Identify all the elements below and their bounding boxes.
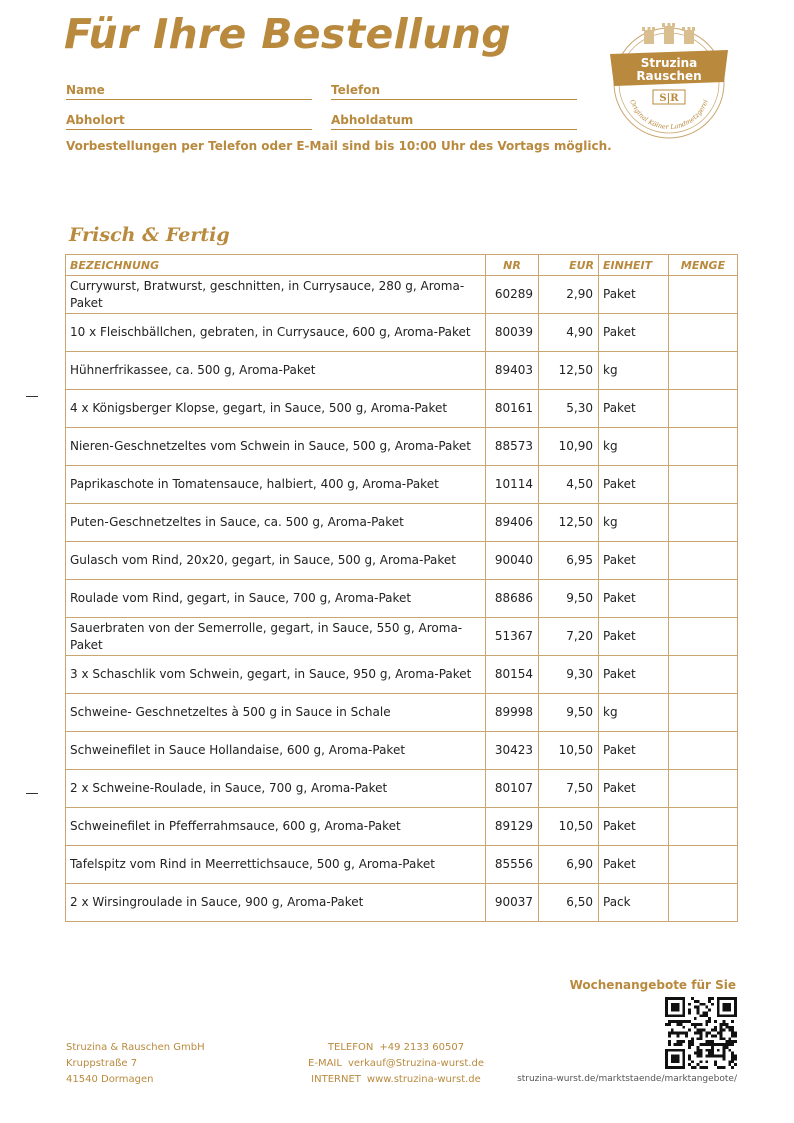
footer-city: 41540 Dormagen <box>66 1074 154 1085</box>
table-row <box>66 466 738 504</box>
table-row <box>66 732 738 770</box>
product-unit: kg <box>599 352 669 390</box>
quantity-cell[interactable] <box>669 314 738 352</box>
logo-monogram: S|R <box>659 93 679 104</box>
product-price: 10,50 <box>539 808 599 846</box>
product-name: Paprikaschote in Tomatensauce, halbiert, 400 g, Aroma-Paket <box>66 466 486 504</box>
product-number: 89406 <box>486 504 539 542</box>
product-number: 80161 <box>486 390 539 428</box>
product-name: Nieren-Geschnetzeltes vom Schwein in Sauce, 500 g, Aroma-Paket <box>66 428 486 466</box>
product-table <box>65 254 738 922</box>
quantity-cell[interactable] <box>669 808 738 846</box>
logo-line1: Struzina <box>640 56 698 70</box>
quantity-cell[interactable] <box>669 618 738 656</box>
company-logo <box>606 16 732 142</box>
product-number: 60289 <box>486 276 539 314</box>
product-price: 7,50 <box>539 770 599 808</box>
footer-telefon[interactable]: +49 2133 60507 <box>379 1042 465 1053</box>
table-row <box>66 808 738 846</box>
product-price: 5,30 <box>539 390 599 428</box>
logo-line2: Rauschen <box>636 69 702 83</box>
footer-email-label: E-MAIL <box>308 1058 342 1069</box>
table-row <box>66 314 738 352</box>
product-rows <box>66 276 738 922</box>
product-unit: Paket <box>599 542 669 580</box>
product-unit: Paket <box>599 732 669 770</box>
product-number: 80107 <box>486 770 539 808</box>
product-price: 12,50 <box>539 504 599 542</box>
logo-towers-icon <box>642 23 695 44</box>
product-name: Hühnerfrikassee, ca. 500 g, Aroma-Paket <box>66 352 486 390</box>
product-unit: Paket <box>599 314 669 352</box>
product-price: 6,95 <box>539 542 599 580</box>
product-unit: Paket <box>599 808 669 846</box>
table-header-row <box>66 255 738 276</box>
product-unit: Paket <box>599 618 669 656</box>
product-price: 10,90 <box>539 428 599 466</box>
order-notice: Vorbestellungen per Telefon oder E-Mail sind bis 10:00 Uhr des Vortags möglich. <box>66 139 612 153</box>
product-name: 4 x Königsberger Klopse, gegart, in Sauce, 500 g, Aroma-Paket <box>66 390 486 428</box>
product-unit: Paket <box>599 656 669 694</box>
product-price: 9,50 <box>539 694 599 732</box>
header-nr: NR <box>486 255 539 276</box>
table-row <box>66 276 738 314</box>
product-name: Schweinefilet in Pfefferrahmsauce, 600 g, Aroma-Paket <box>66 808 486 846</box>
footer-company: Struzina & Rauschen GmbH <box>66 1042 205 1053</box>
product-number: 80154 <box>486 656 539 694</box>
product-number: 88686 <box>486 580 539 618</box>
product-unit: Paket <box>599 276 669 314</box>
product-name: 10 x Fleischbällchen, gebraten, in Currysauce, 600 g, Aroma-Paket <box>66 314 486 352</box>
product-name: Gulasch vom Rind, 20x20, gegart, in Sauce, 500 g, Aroma-Paket <box>66 542 486 580</box>
quantity-cell[interactable] <box>669 352 738 390</box>
product-number: 85556 <box>486 846 539 884</box>
quantity-cell[interactable] <box>669 846 738 884</box>
quantity-cell[interactable] <box>669 884 738 922</box>
quantity-cell[interactable] <box>669 542 738 580</box>
quantity-cell[interactable] <box>669 428 738 466</box>
product-unit: kg <box>599 504 669 542</box>
table-row <box>66 352 738 390</box>
product-price: 9,30 <box>539 656 599 694</box>
footer-internet[interactable]: www.struzina-wurst.de <box>366 1074 481 1085</box>
product-price: 2,90 <box>539 276 599 314</box>
table-row <box>66 656 738 694</box>
product-unit: kg <box>599 694 669 732</box>
product-number: 89403 <box>486 352 539 390</box>
header-eur: EUR <box>539 255 599 276</box>
product-number: 90037 <box>486 884 539 922</box>
product-unit: Paket <box>599 580 669 618</box>
product-unit: kg <box>599 428 669 466</box>
header-einheit: EINHEIT <box>599 255 669 276</box>
qr-code-icon[interactable] <box>665 997 737 1069</box>
footer-email[interactable]: verkauf@Struzina-wurst.de <box>347 1058 484 1069</box>
quantity-cell[interactable] <box>669 656 738 694</box>
product-number: 80039 <box>486 314 539 352</box>
promo-url[interactable]: struzina-wurst.de/marktstaende/marktangebote/ <box>517 1074 737 1084</box>
page-title: Für Ihre Bestellung <box>64 10 511 58</box>
product-number: 88573 <box>486 428 539 466</box>
table-row <box>66 580 738 618</box>
footer-telefon-label: TELEFON <box>327 1042 374 1053</box>
quantity-cell[interactable] <box>669 580 738 618</box>
product-name: Tafelspitz vom Rind in Meerrettichsauce, 500 g, Aroma-Paket <box>66 846 486 884</box>
quantity-cell[interactable] <box>669 732 738 770</box>
footer-address <box>66 1040 205 1088</box>
abholdatum-label: Abholdatum <box>331 113 414 127</box>
product-price: 6,90 <box>539 846 599 884</box>
product-name: Schweine- Geschnetzeltes à 500 g in Sauce in Schale <box>66 694 486 732</box>
product-unit: Paket <box>599 390 669 428</box>
quantity-cell[interactable] <box>669 390 738 428</box>
quantity-cell[interactable] <box>669 770 738 808</box>
product-name: Roulade vom Rind, gegart, in Sauce, 700 g, Aroma-Paket <box>66 580 486 618</box>
table-row <box>66 770 738 808</box>
product-number: 89129 <box>486 808 539 846</box>
name-label: Name <box>66 83 105 97</box>
product-number: 51367 <box>486 618 539 656</box>
product-number: 89998 <box>486 694 539 732</box>
product-price: 4,50 <box>539 466 599 504</box>
table-row <box>66 694 738 732</box>
abholort-field[interactable] <box>66 112 312 130</box>
table-row <box>66 542 738 580</box>
quantity-cell[interactable] <box>669 276 738 314</box>
product-name: 3 x Schaschlik vom Schwein, gegart, in Sauce, 950 g, Aroma-Paket <box>66 656 486 694</box>
table-row <box>66 428 738 466</box>
footer-street: Kruppstraße 7 <box>66 1058 138 1069</box>
product-unit: Paket <box>599 846 669 884</box>
product-unit: Paket <box>599 466 669 504</box>
quantity-cell[interactable] <box>669 504 738 542</box>
promo-title: Wochenangebote für Sie <box>569 978 736 992</box>
product-name: Sauerbraten von der Semerrolle, gegart, in Sauce, 550 g, Aroma-Paket <box>66 618 486 656</box>
logo-arc-text: Original Kölner Landmetzgerei <box>628 98 710 132</box>
footer-contact <box>296 1040 496 1088</box>
telefon-label: Telefon <box>331 83 380 97</box>
product-price: 12,50 <box>539 352 599 390</box>
table-row <box>66 846 738 884</box>
product-name: 2 x Wirsingroulade in Sauce, 900 g, Aroma-Paket <box>66 884 486 922</box>
product-number: 30423 <box>486 732 539 770</box>
product-unit: Pack <box>599 884 669 922</box>
product-price: 9,50 <box>539 580 599 618</box>
table-row <box>66 884 738 922</box>
product-name: Puten-Geschnetzeltes in Sauce, ca. 500 g, Aroma-Paket <box>66 504 486 542</box>
telefon-field[interactable] <box>331 82 577 100</box>
header-bezeichnung: BEZEICHNUNG <box>66 255 486 276</box>
abholdatum-field[interactable] <box>331 112 577 130</box>
fold-mark <box>26 793 38 794</box>
fold-mark <box>26 396 38 397</box>
product-price: 4,90 <box>539 314 599 352</box>
product-price: 10,50 <box>539 732 599 770</box>
table-row <box>66 504 738 542</box>
product-price: 7,20 <box>539 618 599 656</box>
name-field[interactable] <box>66 82 312 100</box>
product-price: 6,50 <box>539 884 599 922</box>
quantity-cell[interactable] <box>669 694 738 732</box>
footer-internet-label: INTERNET <box>311 1074 361 1085</box>
quantity-cell[interactable] <box>669 466 738 504</box>
table-row <box>66 390 738 428</box>
header-menge: MENGE <box>669 255 738 276</box>
product-name: Currywurst, Bratwurst, geschnitten, in Currysauce, 280 g, Aroma-Paket <box>66 276 486 314</box>
section-title: Frisch & Fertig <box>69 224 230 246</box>
product-name: 2 x Schweine-Roulade, in Sauce, 700 g, Aroma-Paket <box>66 770 486 808</box>
table-row <box>66 618 738 656</box>
product-number: 90040 <box>486 542 539 580</box>
abholort-label: Abholort <box>66 113 125 127</box>
product-unit: Paket <box>599 770 669 808</box>
product-number: 10114 <box>486 466 539 504</box>
product-name: Schweinefilet in Sauce Hollandaise, 600 g, Aroma-Paket <box>66 732 486 770</box>
